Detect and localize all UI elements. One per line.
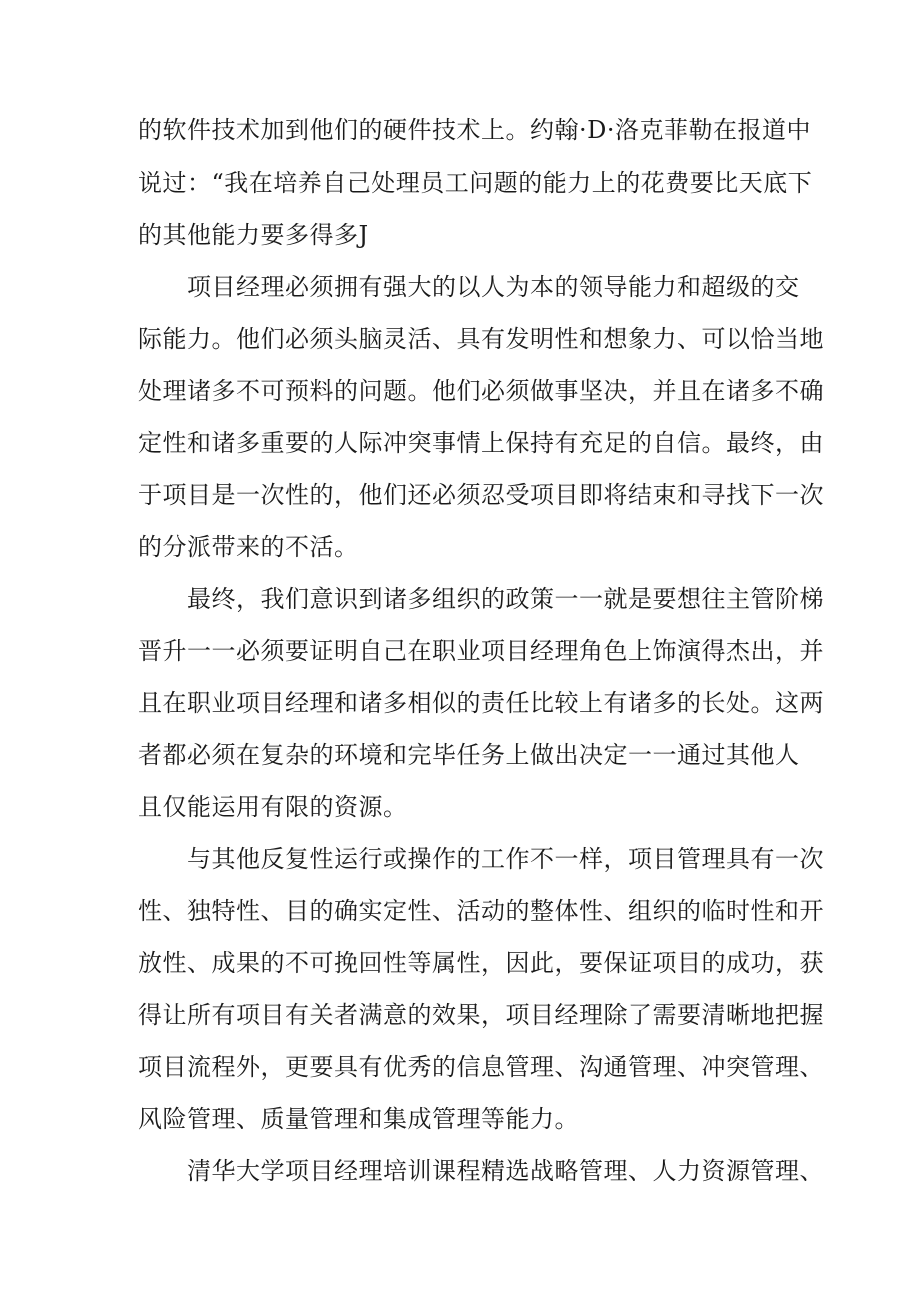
text-line: 处理诸多不可预料的问题。他们必须做事坚决，并且在诸多不确 [138, 377, 824, 405]
text-line: 且在职业项目经理和诸多相似的责任比较上有诸多的长处。这两 [138, 689, 824, 717]
text-line: 者都必须在复杂的环境和完毕任务上做出决定一一通过其他人 [138, 741, 800, 769]
text-line: 得让所有项目有关者满意的效果，项目经理除了需要清晰地把握 [138, 1001, 824, 1029]
text-line: 的分派带来的不活。 [138, 533, 359, 561]
text-line: 项目流程外，更要具有优秀的信息管理、沟通管理、冲突管理、 [138, 1053, 824, 1081]
paragraph-first-line: 最终，我们意识到诸多组织的政策一一就是要想往主管阶梯 [187, 585, 824, 613]
text-line: 且仅能运用有限的资源。 [138, 793, 408, 821]
text-line: 性、独特性、目的确实定性、活动的整体性、组织的临时性和开 [138, 897, 824, 925]
paragraph-first-line: 项目经理必须拥有强大的以人为本的领导能力和超级的交 [187, 273, 800, 301]
text-line: 风险管理、质量管理和集成管理等能力。 [138, 1105, 579, 1133]
text-line: 晋升一一必须要证明自己在职业项目经理角色上饰演得杰出，并 [138, 637, 824, 665]
text-line: 定性和诸多重要的人际冲突事情上保持有充足的自信。最终，由 [138, 429, 824, 457]
text-line: 说过：“我在培养自己处理员工问题的能力上的花费要比天底下 [138, 169, 813, 197]
text-line: 际能力。他们必须头脑灵活、具有发明性和想象力、可以恰当地 [138, 325, 824, 353]
paragraph-first-line: 与其他反复性运行或操作的工作不一样，项目管理具有一次 [187, 845, 824, 873]
text-line: 的软件技术加到他们的硬件技术上。约翰·D·洛克菲勒在报道中 [138, 116, 811, 144]
paragraph-first-line: 清华大学项目经理培训课程精选战略管理、人力资源管理、 [187, 1157, 824, 1185]
text-line: 放性、成果的不可挽回性等属性，因此，要保证项目的成功，获 [138, 949, 824, 977]
text-line: 于项目是一次性的，他们还必须忍受项目即将结束和寻找下一次 [138, 481, 824, 509]
text-line: 的其他能力要多得多J [138, 221, 369, 249]
